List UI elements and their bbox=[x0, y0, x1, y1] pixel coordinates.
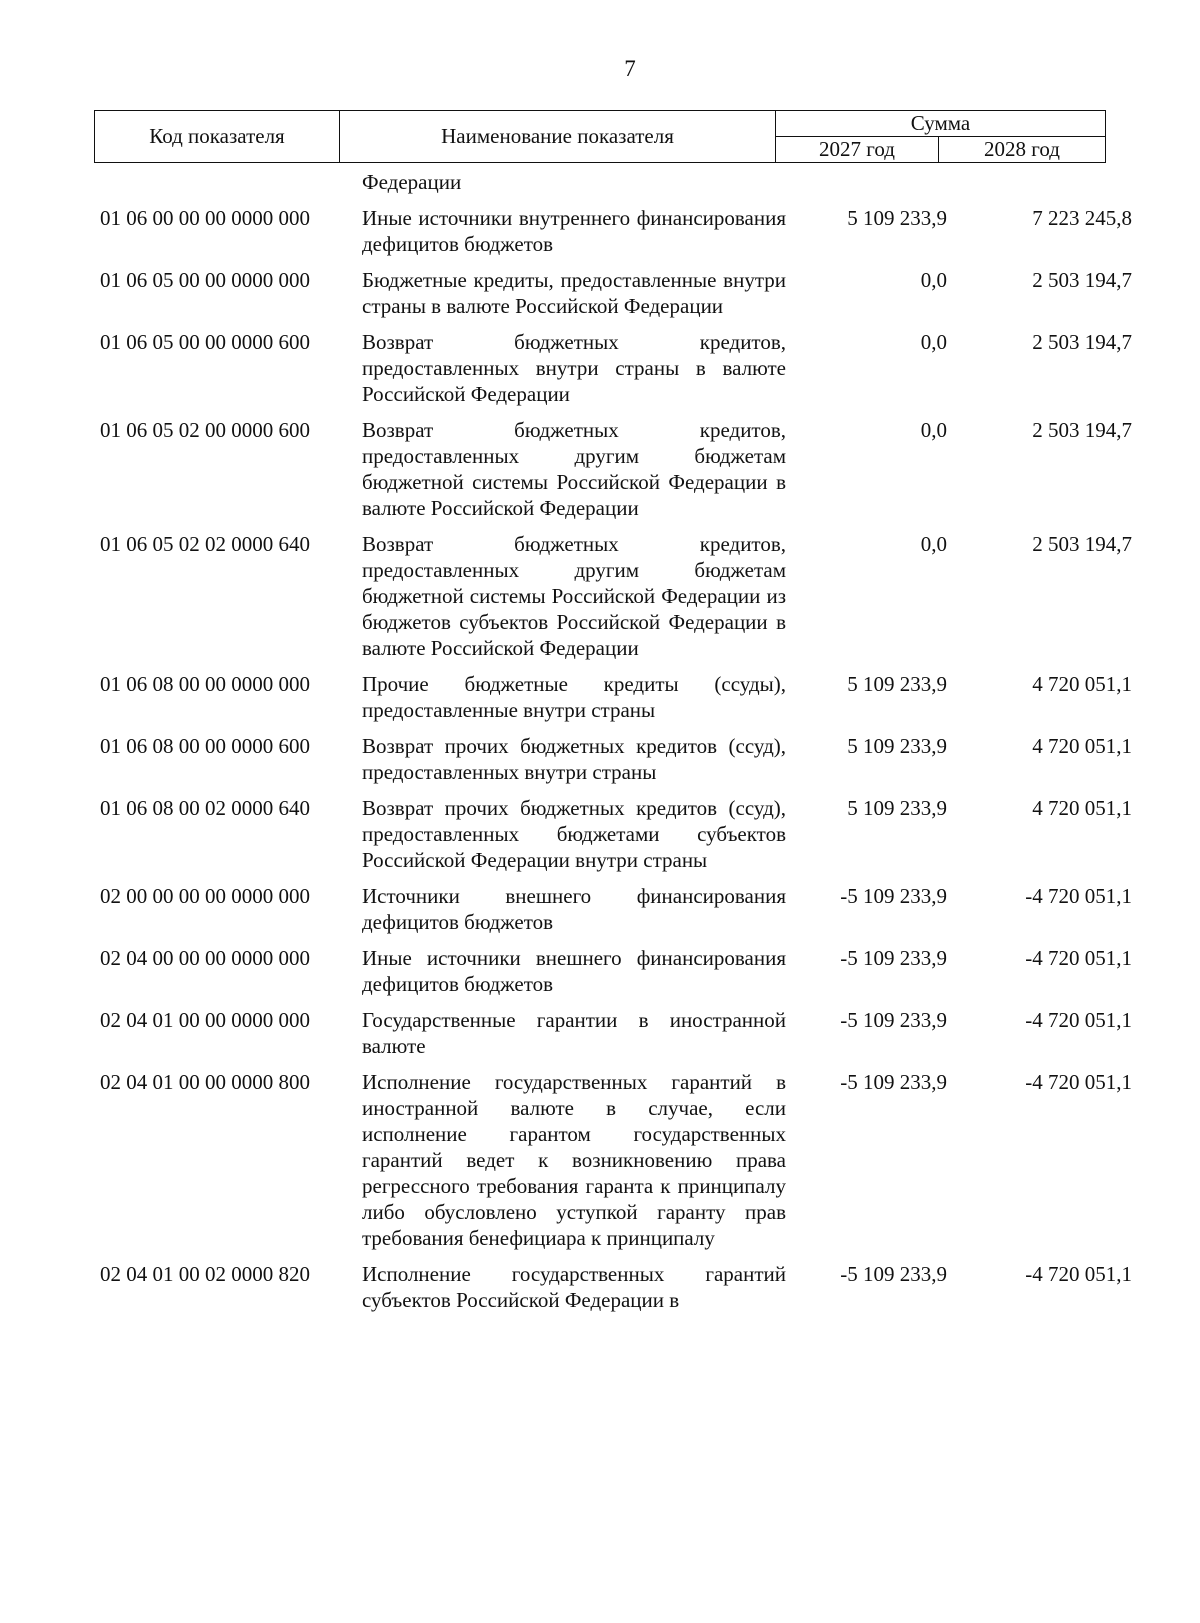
row-name: Возврат прочих бюджетных кредитов (ссуд), предоставленных внутри страны bbox=[362, 734, 786, 784]
row-name: Прочие бюджетные кредиты (ссуды), предоставленные внутри страны bbox=[362, 672, 786, 722]
row-value-2027: 5 109 233,9 bbox=[847, 796, 947, 820]
row-value-2027: 0,0 bbox=[920, 532, 947, 556]
row-value-2028: -4 720 051,1 bbox=[1025, 946, 1132, 970]
row-code: 02 04 01 00 02 0000 820 bbox=[100, 1262, 310, 1286]
row-value-2028: -4 720 051,1 bbox=[1025, 884, 1132, 908]
table-header bbox=[94, 110, 1106, 163]
row-name: Исполнение государственных гарантий субъектов Российской Федерации в bbox=[362, 1262, 786, 1312]
row-code: 02 04 01 00 00 0000 800 bbox=[100, 1070, 310, 1094]
row-code: 01 06 05 00 00 0000 600 bbox=[100, 330, 310, 354]
row-value-2027: 5 109 233,9 bbox=[847, 672, 947, 696]
row-code: 02 00 00 00 00 0000 000 bbox=[100, 884, 310, 908]
row-name: Возврат бюджетных кредитов, предоставленных другим бюджетам бюджетной системы Российской Федерации из бюджетов субъектов Российской Федерации в валюте Российской Федерации bbox=[362, 532, 786, 660]
continuation-text: Федерации bbox=[362, 170, 462, 194]
row-value-2027: -5 109 233,9 bbox=[840, 884, 947, 908]
table-row bbox=[0, 531, 1200, 661]
table-row bbox=[0, 417, 1200, 521]
row-value-2027: 0,0 bbox=[920, 268, 947, 292]
table-row bbox=[0, 205, 1200, 257]
row-value-2028: 4 720 051,1 bbox=[1032, 672, 1132, 696]
row-code: 01 06 08 00 02 0000 640 bbox=[100, 796, 310, 820]
row-value-2028: 2 503 194,7 bbox=[1032, 418, 1132, 442]
header-year-2027: 2027 год bbox=[776, 137, 939, 163]
table-row bbox=[0, 1261, 1200, 1313]
header-name: Наименование показателя bbox=[340, 111, 776, 163]
table-body bbox=[0, 169, 1200, 1323]
row-code: 01 06 00 00 00 0000 000 bbox=[100, 206, 310, 230]
row-name: Источники внешнего финансирования дефицитов бюджетов bbox=[362, 884, 786, 934]
table-row bbox=[0, 1007, 1200, 1059]
row-value-2028: -4 720 051,1 bbox=[1025, 1070, 1132, 1094]
row-name: Бюджетные кредиты, предоставленные внутри страны в валюте Российской Федерации bbox=[362, 268, 786, 318]
row-code: 01 06 05 02 02 0000 640 bbox=[100, 532, 310, 556]
row-name: Возврат бюджетных кредитов, предоставленных другим бюджетам бюджетной системы Российской Федерации в валюте Российской Федерации bbox=[362, 418, 786, 520]
table-row bbox=[0, 883, 1200, 935]
row-name: Государственные гарантии в иностранной валюте bbox=[362, 1008, 786, 1058]
row-value-2028: -4 720 051,1 bbox=[1025, 1262, 1132, 1286]
row-code: 01 06 08 00 00 0000 600 bbox=[100, 734, 310, 758]
header-year-2028: 2028 год bbox=[939, 137, 1106, 163]
row-name: Иные источники внешнего финансирования дефицитов бюджетов bbox=[362, 946, 786, 996]
row-value-2028: 4 720 051,1 bbox=[1032, 796, 1132, 820]
row-value-2027: -5 109 233,9 bbox=[840, 1070, 947, 1094]
row-value-2028: 2 503 194,7 bbox=[1032, 268, 1132, 292]
row-code: 01 06 05 02 00 0000 600 bbox=[100, 418, 310, 442]
row-name: Исполнение государственных гарантий в иностранной валюте в случае, если исполнение гарантом государственных гарантий ведет к возникновению права регрессного требования гаранта к принципалу либо обусловлено уступкой гаранту прав требования бенефициара к принципалу bbox=[362, 1070, 786, 1250]
header-code: Код показателя bbox=[95, 111, 340, 163]
row-value-2028: 2 503 194,7 bbox=[1032, 532, 1132, 556]
table-row bbox=[0, 329, 1200, 407]
table-row bbox=[0, 795, 1200, 873]
row-value-2027: 0,0 bbox=[920, 330, 947, 354]
page-number: 7 bbox=[624, 56, 636, 81]
row-value-2027: 0,0 bbox=[920, 418, 947, 442]
row-value-2028: 7 223 245,8 bbox=[1032, 206, 1132, 230]
row-value-2027: -5 109 233,9 bbox=[840, 946, 947, 970]
row-name: Иные источники внутреннего финансирования дефицитов бюджетов bbox=[362, 206, 786, 256]
row-value-2028: 2 503 194,7 bbox=[1032, 330, 1132, 354]
row-code: 02 04 01 00 00 0000 000 bbox=[100, 1008, 310, 1032]
table-row bbox=[0, 671, 1200, 723]
table-row bbox=[0, 733, 1200, 785]
row-value-2027: 5 109 233,9 bbox=[847, 734, 947, 758]
table-row bbox=[0, 945, 1200, 997]
table-row bbox=[0, 1069, 1200, 1251]
row-code: 02 04 00 00 00 0000 000 bbox=[100, 946, 310, 970]
row-name: Возврат бюджетных кредитов, предоставленных внутри страны в валюте Российской Федерации bbox=[362, 330, 786, 406]
row-code: 01 06 08 00 00 0000 000 bbox=[100, 672, 310, 696]
row-value-2027: 5 109 233,9 bbox=[847, 206, 947, 230]
row-value-2028: 4 720 051,1 bbox=[1032, 734, 1132, 758]
row-value-2027: -5 109 233,9 bbox=[840, 1008, 947, 1032]
row-name: Возврат прочих бюджетных кредитов (ссуд), предоставленных бюджетами субъектов Российской Федерации внутри страны bbox=[362, 796, 786, 872]
row-value-2028: -4 720 051,1 bbox=[1025, 1008, 1132, 1032]
table-row bbox=[0, 267, 1200, 319]
row-code: 01 06 05 00 00 0000 000 bbox=[100, 268, 310, 292]
continuation-row bbox=[0, 169, 1200, 195]
row-value-2027: -5 109 233,9 bbox=[840, 1262, 947, 1286]
header-sum: Сумма bbox=[776, 111, 1106, 137]
